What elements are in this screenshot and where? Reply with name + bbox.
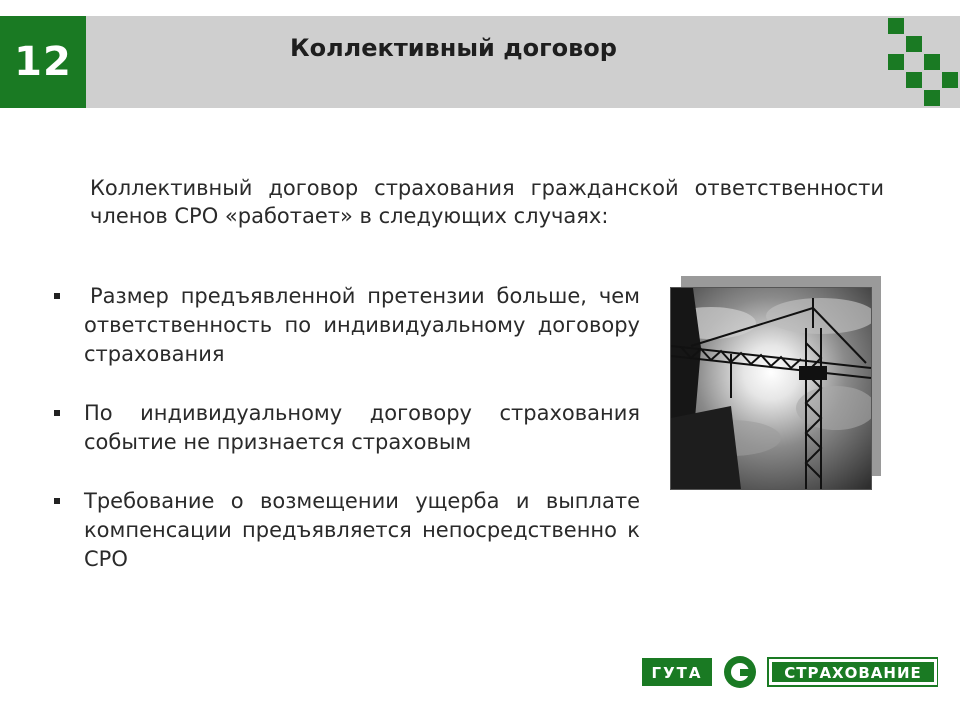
- guta-insurance-logo: [642, 656, 938, 688]
- header-band: [0, 16, 960, 108]
- list-item: [52, 282, 640, 369]
- intro-paragraph: Коллективный договор страхования гражданской ответственности членов СРО «работает» в следующих случаях:: [90, 176, 884, 228]
- slide-number: 12: [14, 39, 72, 85]
- list-item: [52, 487, 640, 574]
- bullet-marker: [54, 498, 60, 504]
- bullet-marker: [54, 410, 60, 416]
- bullet-list: [52, 282, 640, 574]
- crane-image-icon: [671, 288, 871, 489]
- bullet-text: Размер предъявленной претензии больше, чем ответственность по индивидуальному договору страхования: [84, 284, 640, 366]
- slide-title: Коллективный договор: [290, 34, 617, 62]
- list-item: [52, 399, 640, 457]
- bullet-text: Требование о возмещении ущерба и выплате компенсации предъявляется непосредственно к СРО: [84, 489, 640, 571]
- logo-left-text: ГУТА: [651, 664, 703, 682]
- logo-right-text: СТРАХОВАНИЕ: [784, 664, 922, 682]
- construction-crane-photo: [670, 287, 872, 490]
- slide-number-box: [0, 16, 86, 108]
- bullet-marker: [54, 293, 60, 299]
- bullet-text: По индивидуальному договору страхования событие не признается страховым: [84, 401, 640, 454]
